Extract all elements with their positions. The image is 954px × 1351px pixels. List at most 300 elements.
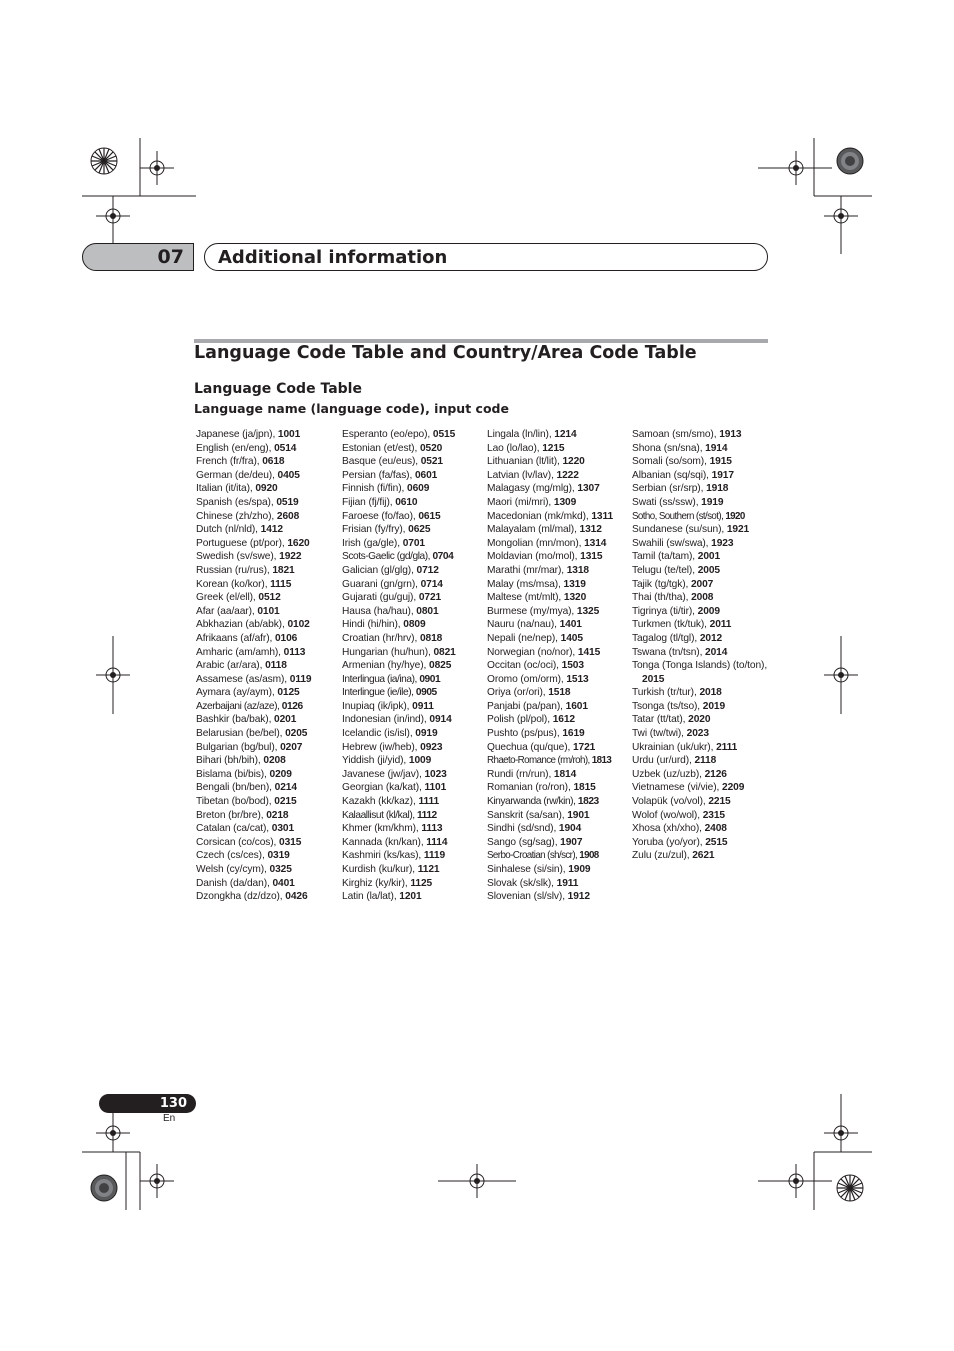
subsection-title: Language Code Table: [194, 381, 362, 397]
language-name: Afar (aa/aar),: [196, 605, 258, 617]
language-entry: [487, 768, 632, 782]
language-input-code: 0601: [414, 469, 438, 481]
language-name: Breton (br/bre),: [196, 809, 267, 821]
language-input-code: 2007: [690, 578, 714, 590]
language-input-code: 1921: [726, 524, 750, 536]
language-entry: [342, 754, 487, 768]
language-entry: [487, 686, 632, 700]
language-input-code: 0520: [419, 442, 443, 454]
language-input-code: 0809: [403, 619, 426, 631]
language-input-code: 0106: [274, 632, 298, 644]
language-input-code: 1119: [423, 850, 446, 862]
language-entry: [632, 781, 777, 795]
language-name: Chinese (zh/zho),: [196, 510, 277, 522]
language-input-code: 2515: [705, 836, 728, 848]
language-name: Nepali (ne/nep),: [487, 632, 561, 644]
language-name: Romanian (ro/ron),: [487, 782, 574, 794]
language-input-code: 1101: [424, 782, 447, 794]
language-name: Tonga (Tonga Islands) (to/ton),: [632, 660, 768, 672]
language-input-code: 0208: [263, 755, 286, 767]
language-input-code: 0905: [415, 687, 437, 699]
language-input-code: 2011: [709, 619, 732, 631]
language-column-2: [342, 428, 487, 904]
language-name: Fijian (fj/fij),: [342, 496, 396, 508]
language-name: Tswana (tn/tsn),: [632, 646, 706, 658]
language-entry: [632, 822, 777, 836]
language-entry: [196, 469, 341, 483]
language-entry: [196, 510, 341, 524]
language-input-code: 0825: [429, 660, 452, 672]
language-entry: [342, 768, 487, 782]
language-name: Italian (it/ita),: [196, 483, 256, 495]
language-name: Finnish (fi/fin),: [342, 483, 408, 495]
language-name: Volapük (vo/vol),: [632, 796, 709, 808]
language-column-3: [487, 428, 632, 904]
language-name: Swati (ss/ssw),: [632, 496, 702, 508]
language-name: Bulgarian (bg/bul),: [196, 741, 281, 753]
language-entry: [196, 836, 341, 850]
language-entry: [196, 591, 341, 605]
language-name: Galician (gl/glg),: [342, 564, 417, 576]
language-entry: [342, 618, 487, 632]
language-input-code: 1111: [418, 796, 440, 808]
language-input-code: 2408: [704, 823, 727, 835]
language-entry: [632, 741, 777, 755]
language-name: Kirghiz (ky/kir),: [342, 877, 411, 889]
language-input-code: 1913: [719, 429, 742, 440]
language-name: Thai (th/tha),: [632, 592, 692, 604]
language-input-code: 1320: [563, 592, 587, 604]
language-entry: [342, 482, 487, 496]
language-input-code: 2118: [694, 755, 717, 767]
language-column-4: [632, 428, 777, 863]
language-input-code: 0701: [402, 537, 425, 549]
language-entry: [196, 754, 341, 768]
language-entry: [487, 781, 632, 795]
language-input-code: 1201: [399, 891, 422, 903]
language-input-code: 1907: [560, 836, 583, 848]
language-entry: [342, 700, 487, 714]
language-name: Danish (da/dan),: [196, 877, 273, 889]
language-input-code: 1911: [556, 877, 579, 889]
language-name: Oriya (or/ori),: [487, 687, 549, 699]
language-input-code: 0113: [283, 646, 306, 658]
language-input-code: 1314: [584, 537, 607, 549]
language-input-code: 1813: [591, 755, 612, 767]
language-input-code: 2209: [722, 782, 745, 794]
language-entry: [342, 578, 487, 592]
language-name: Lao (lo/lao),: [487, 442, 543, 454]
language-name: Faroese (fo/fao),: [342, 510, 419, 522]
language-input-code: 2019: [702, 700, 726, 712]
language-input-code: 0818: [419, 632, 443, 644]
language-entry: [487, 455, 632, 469]
language-input-code: 1415: [577, 646, 601, 658]
language-entry: [196, 822, 341, 836]
language-input-code: 1215: [542, 442, 565, 454]
page-number-pill: [99, 1094, 196, 1113]
language-name: French (fr/fra),: [196, 456, 263, 468]
language-input-code: 0618: [262, 456, 285, 468]
language-name: Wolof (wo/wol),: [632, 809, 703, 821]
language-name: Scots-Gaelic (gd/gla),: [342, 551, 433, 563]
language-name: Basque (eu/eus),: [342, 456, 421, 468]
language-input-code: 1114: [426, 836, 448, 848]
language-entry: [342, 890, 487, 904]
language-name: Quechua (qu/que),: [487, 741, 573, 753]
language-input-code: 2111: [716, 741, 738, 753]
language-input-code: 1311: [591, 510, 614, 522]
language-name: Turkish (tr/tur),: [632, 687, 700, 699]
language-name: Armenian (hy/hye),: [342, 660, 429, 672]
language-input-code: 1918: [706, 483, 729, 495]
language-input-code: 0714: [420, 578, 443, 590]
language-input-code: 1923: [711, 537, 734, 549]
language-input-code: 1922: [279, 551, 302, 563]
language-input-code: 1401: [559, 619, 582, 631]
language-entry: [487, 700, 632, 714]
language-name: Kashmiri (ks/kas),: [342, 850, 424, 862]
language-name: Moldavian (mo/mol),: [487, 551, 581, 563]
language-input-code: 0514: [274, 442, 297, 454]
language-name: Frisian (fy/fry),: [342, 524, 409, 536]
language-entry: [487, 578, 632, 592]
language-input-code: 1112: [417, 809, 437, 821]
language-entry: [196, 605, 341, 619]
language-entry: [342, 686, 487, 700]
language-name: Croatian (hr/hrv),: [342, 632, 420, 644]
language-name: Spanish (es/spa),: [196, 496, 277, 508]
language-name: Gujarati (gu/guj),: [342, 592, 419, 604]
language-input-code: 2005: [697, 564, 720, 576]
language-entry: [632, 659, 772, 686]
language-input-code: 0512: [258, 592, 281, 604]
language-entry: [196, 727, 341, 741]
language-entry: [632, 700, 777, 714]
language-entry: [196, 809, 341, 823]
language-name: Bihari (bh/bih),: [196, 755, 264, 767]
language-input-code: 0712: [416, 564, 439, 576]
language-entry: [196, 781, 341, 795]
language-input-code: 1325: [576, 605, 600, 617]
page-language: En: [163, 1113, 176, 1124]
language-name: Corsican (co/cos),: [196, 836, 280, 848]
language-name: Hungarian (hu/hun),: [342, 646, 434, 658]
language-entry: [342, 632, 487, 646]
language-entry: [632, 550, 777, 564]
language-name: Kinyarwanda (rw/kin),: [487, 796, 578, 808]
language-entry: [632, 713, 777, 727]
language-name: Kalaallisut (kl/kal),: [342, 809, 418, 821]
language-entry: [487, 564, 632, 578]
language-input-code: 0610: [395, 496, 418, 508]
language-input-code: 0218: [266, 809, 289, 821]
language-name: Belarusian (be/bel),: [196, 728, 286, 740]
language-entry: [342, 836, 487, 850]
language-name: Maltese (mt/mlt),: [487, 592, 564, 604]
language-input-code: 2023: [686, 728, 709, 740]
language-entry: [342, 781, 487, 795]
language-input-code: 0923: [420, 741, 443, 753]
language-entry: [487, 550, 632, 564]
language-entry: [342, 727, 487, 741]
language-entry: [487, 754, 632, 768]
language-input-code: 1307: [577, 483, 600, 495]
language-input-code: 2215: [708, 796, 731, 808]
language-entry: [632, 686, 777, 700]
language-name: Bengali (bn/ben),: [196, 782, 275, 794]
language-entry: [632, 469, 777, 483]
language-input-code: 0625: [408, 524, 431, 536]
language-input-code: 2315: [702, 809, 725, 821]
language-input-code: 1222: [556, 469, 579, 481]
language-name: Malagasy (mg/mlg),: [487, 483, 578, 495]
language-input-code: 0214: [274, 782, 297, 794]
language-name: Oromo (om/orm),: [487, 673, 567, 685]
language-input-code: 1009: [408, 755, 432, 767]
language-input-code: 2015: [642, 673, 665, 685]
language-entry: [487, 618, 632, 632]
language-name: Uzbek (uz/uzb),: [632, 768, 705, 780]
language-name: Tigrinya (ti/tir),: [632, 605, 698, 617]
language-entry: [632, 537, 777, 551]
language-name: Turkmen (tk/tuk),: [632, 619, 710, 631]
language-input-code: 0405: [277, 469, 300, 481]
language-entry: [487, 442, 632, 456]
language-entry: [632, 591, 777, 605]
language-input-code: 0325: [269, 864, 292, 875]
language-name: Bashkir (ba/bak),: [196, 714, 275, 726]
language-name: Sotho, Southern (st/sot),: [632, 510, 726, 522]
language-input-code: 2009: [697, 605, 720, 617]
language-name: Abkhazian (ab/abk),: [196, 619, 288, 631]
language-input-code: 1315: [580, 551, 603, 563]
page-number: 130: [159, 1096, 187, 1111]
language-entry: [632, 605, 777, 619]
language-input-code: 0609: [407, 483, 430, 495]
language-name: Japanese (ja/jpn),: [196, 429, 278, 440]
language-name: Serbo-Croatian (sh/scr),: [487, 850, 580, 862]
language-entry: [196, 482, 341, 496]
language-input-code: 1220: [562, 456, 585, 468]
language-name: Welsh (cy/cym),: [196, 864, 270, 875]
language-input-code: 2014: [705, 646, 728, 658]
language-entry: [196, 849, 341, 863]
language-input-code: 2608: [276, 510, 300, 522]
section-title: Language Code Table and Country/Area Code Table: [194, 343, 697, 363]
language-name: Lithuanian (lt/lit),: [487, 456, 563, 468]
language-name: Lingala (ln/lin),: [487, 429, 555, 440]
language-input-code: 0102: [287, 619, 310, 631]
language-name: Marathi (mr/mar),: [487, 564, 567, 576]
language-input-code: 2621: [692, 850, 715, 862]
language-input-code: 1115: [270, 578, 292, 590]
language-input-code: 2020: [688, 714, 711, 726]
language-input-code: 1917: [711, 469, 734, 481]
language-entry: [342, 510, 487, 524]
language-entry: [487, 591, 632, 605]
language-entry: [342, 591, 487, 605]
language-name: Assamese (as/asm),: [196, 673, 290, 685]
language-input-code: 1412: [260, 524, 283, 536]
language-input-code: 2126: [704, 768, 727, 780]
language-entry: [487, 659, 632, 673]
language-input-code: 1919: [701, 496, 724, 508]
language-input-code: 1909: [568, 864, 591, 875]
language-name: Yoruba (yo/yor),: [632, 836, 706, 848]
language-entry: [196, 890, 341, 904]
language-input-code: 1319: [563, 578, 586, 590]
language-name: Tibetan (bo/bod),: [196, 796, 275, 808]
language-input-code: 1920: [725, 510, 745, 522]
language-entry: [632, 482, 777, 496]
language-input-code: 2018: [699, 687, 722, 699]
language-name: Urdu (ur/urd),: [632, 755, 695, 767]
language-input-code: 0920: [255, 483, 278, 495]
language-name: Icelandic (is/isl),: [342, 728, 416, 740]
language-name: Azerbaijani (az/aze),: [196, 700, 282, 712]
language-name: Shona (sn/sna),: [632, 442, 706, 454]
language-input-code: 1915: [709, 456, 732, 468]
language-entry: [342, 673, 487, 687]
language-input-code: 2008: [691, 592, 714, 604]
language-entry: [487, 605, 632, 619]
language-name: Kurdish (ku/kur),: [342, 864, 418, 875]
language-entry: [487, 469, 632, 483]
language-name: Albanian (sq/sqi),: [632, 469, 712, 481]
language-entry: [487, 809, 632, 823]
language-entry: [632, 523, 777, 537]
language-name: Sundanese (su/sun),: [632, 524, 727, 536]
chapter-title: Additional information: [218, 246, 448, 268]
language-entry: [196, 686, 341, 700]
language-entry: [632, 496, 777, 510]
language-entry: [196, 578, 341, 592]
chapter-number: 07: [157, 246, 184, 268]
language-entry: [342, 659, 487, 673]
language-input-code: 0118: [265, 660, 287, 672]
language-entry: [196, 550, 341, 564]
language-input-code: 2001: [697, 551, 721, 563]
language-name: Latvian (lv/lav),: [487, 469, 557, 481]
language-input-code: 1904: [558, 823, 582, 835]
language-name: Polish (pl/pol),: [487, 714, 553, 726]
language-entry: [196, 700, 341, 714]
language-name: Slovenian (sl/slv),: [487, 891, 568, 903]
chapter-title-box: [204, 243, 768, 271]
language-entry: [342, 564, 487, 578]
language-name: Bislama (bi/bis),: [196, 768, 270, 780]
language-input-code: 0911: [412, 700, 434, 712]
language-input-code: 1612: [552, 714, 575, 726]
language-entry: [342, 428, 487, 442]
language-entry: [487, 496, 632, 510]
language-entry: [487, 836, 632, 850]
language-entry: [196, 428, 341, 442]
language-name: Rhaeto-Romance (rm/roh),: [487, 755, 592, 767]
language-name: Estonian (et/est),: [342, 442, 420, 454]
language-entry: [632, 564, 777, 578]
language-entry: [632, 578, 777, 592]
language-name: Twi (tw/twi),: [632, 728, 687, 740]
language-input-code: 0919: [415, 728, 438, 740]
language-input-code: 0201: [274, 714, 297, 726]
language-name: Sindhi (sd/snd),: [487, 823, 559, 835]
language-entry: [487, 713, 632, 727]
language-name: Pushto (ps/pus),: [487, 728, 563, 740]
language-entry: [196, 537, 341, 551]
language-input-code: 1513: [566, 673, 589, 685]
language-entry: [487, 428, 632, 442]
language-entry: [487, 510, 632, 524]
language-entry: [487, 482, 632, 496]
language-name: Portuguese (pt/por),: [196, 537, 288, 549]
language-entry: [196, 659, 341, 673]
language-name: Somali (so/som),: [632, 456, 710, 468]
language-entry: [196, 646, 341, 660]
language-entry: [632, 849, 777, 863]
language-entry: [196, 741, 341, 755]
language-name: Interlingue (ie/ile),: [342, 687, 416, 699]
language-entry: [487, 673, 632, 687]
language-input-code: 0426: [285, 891, 308, 903]
language-name: Norwegian (no/nor),: [487, 646, 578, 658]
language-entry: [342, 741, 487, 755]
language-entry: [487, 849, 632, 863]
language-input-code: 1113: [421, 823, 443, 835]
language-name: Kazakh (kk/kaz),: [342, 796, 419, 808]
language-input-code: 1503: [561, 660, 584, 672]
language-name: Greek (el/ell),: [196, 592, 259, 604]
language-name: German (de/deu),: [196, 469, 278, 481]
language-input-code: 0721: [418, 592, 442, 604]
language-entry: [632, 727, 777, 741]
language-input-code: 1312: [579, 524, 602, 536]
language-entry: [342, 469, 487, 483]
language-entry: [632, 795, 777, 809]
language-entry: [196, 713, 341, 727]
language-input-code: 0209: [269, 768, 292, 780]
language-name: Slovak (sk/slk),: [487, 877, 557, 889]
language-input-code: 0119: [289, 673, 312, 685]
language-input-code: 1815: [573, 782, 596, 794]
language-name: Interlingua (ia/ina),: [342, 673, 420, 685]
language-entry: [632, 618, 777, 632]
language-input-code: 1912: [567, 891, 590, 903]
language-name: Ukrainian (uk/ukr),: [632, 741, 717, 753]
language-input-code: 1518: [548, 687, 571, 699]
language-input-code: 0101: [257, 605, 280, 617]
language-entry: [487, 646, 632, 660]
language-name: Tatar (tt/tat),: [632, 714, 689, 726]
chapter-number-tab: [82, 243, 194, 271]
language-entry: [342, 605, 487, 619]
language-input-code: 1121: [417, 864, 440, 875]
language-entry: [342, 537, 487, 551]
language-input-code: 0315: [279, 836, 302, 848]
language-input-code: 1821: [272, 564, 295, 576]
language-entry: [487, 537, 632, 551]
language-name: Esperanto (eo/epo),: [342, 429, 433, 440]
language-entry: [342, 863, 487, 877]
language-input-code: 0914: [429, 714, 452, 726]
language-entry: [196, 863, 341, 877]
language-input-code: 0401: [272, 877, 295, 889]
language-entry: [196, 442, 341, 456]
language-entry: [196, 795, 341, 809]
language-name: Kannada (kn/kan),: [342, 836, 427, 848]
language-entry: [342, 442, 487, 456]
